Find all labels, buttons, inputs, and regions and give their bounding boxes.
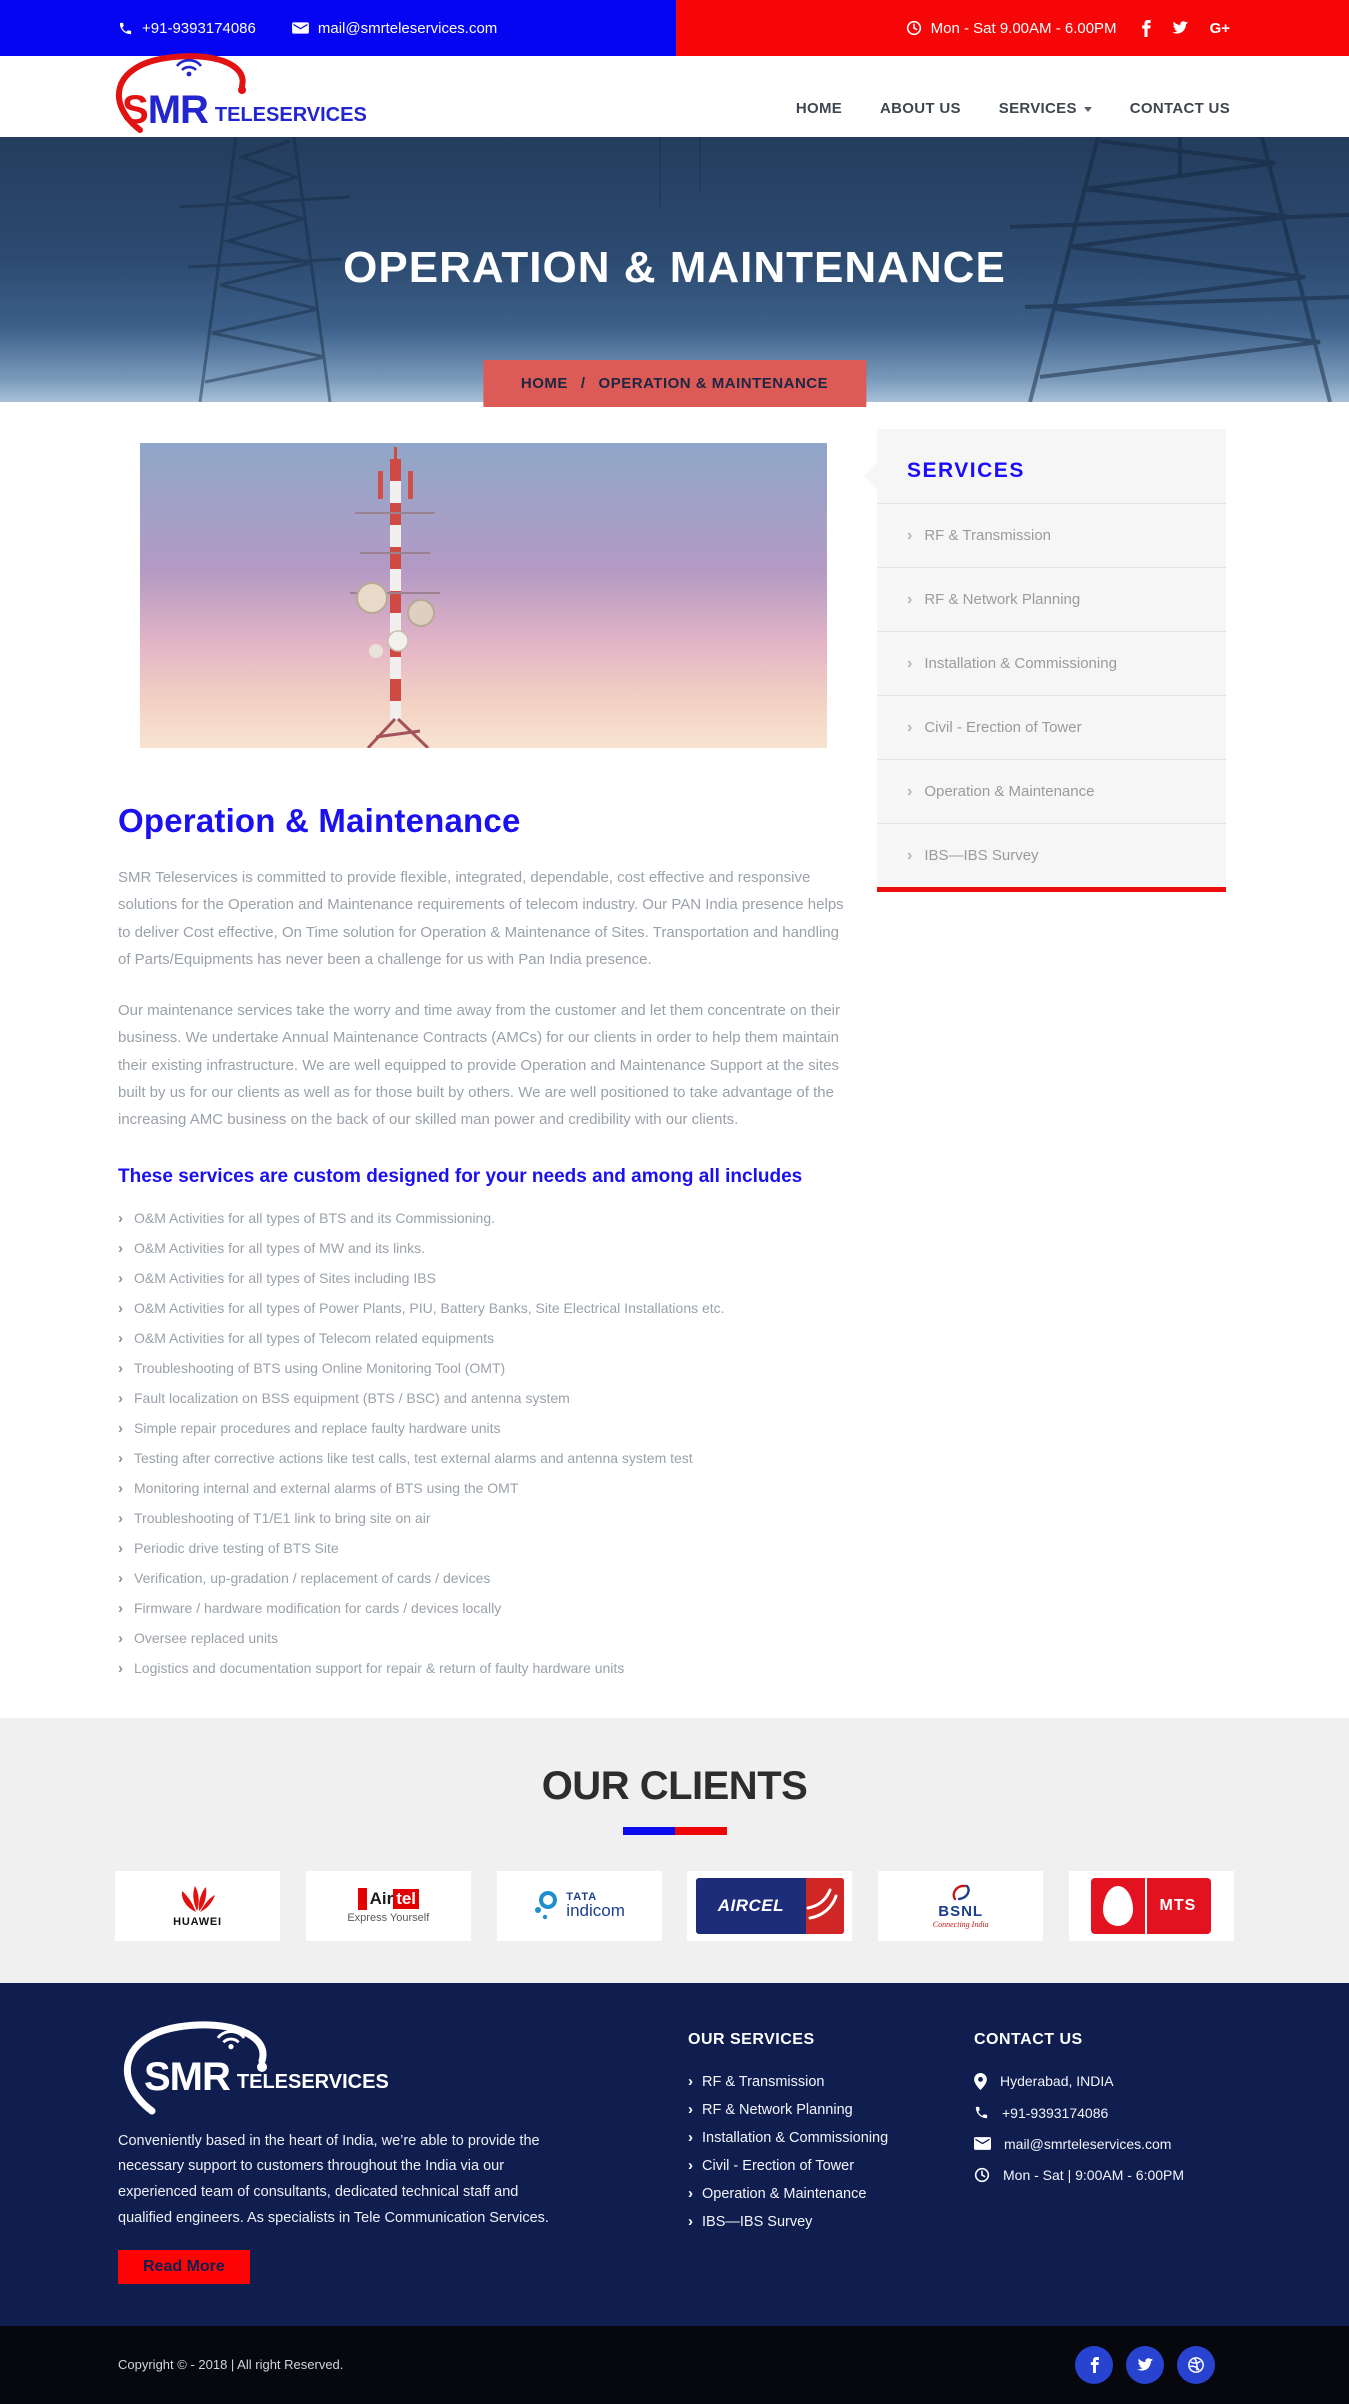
sidebar-item-label: Installation & Commissioning (924, 655, 1117, 672)
logo-letters-mr: MR (147, 87, 208, 132)
huawei-petals-icon (179, 1884, 217, 1914)
nav-contact-us[interactable] (1130, 100, 1230, 117)
chevron-right-icon: › (688, 2072, 693, 2090)
chevron-right-icon: › (907, 654, 913, 672)
chevron-right-icon: › (118, 1660, 123, 1678)
list-item-text: O&M Activities for all types of BTS and its Commissioning. (134, 1210, 496, 1227)
envelope-icon (974, 2137, 991, 2150)
footer-services-column (688, 2019, 940, 2284)
client-logo-aircel (687, 1871, 852, 1941)
list-item-text: O&M Activities for all types of MW and its links. (134, 1240, 425, 1257)
footer-contact-heading: CONTACT US (974, 2030, 1083, 2048)
indicom-text: indicom (566, 1900, 625, 1920)
client-logo-mts (1069, 1871, 1234, 1941)
chevron-right-icon: › (118, 1270, 123, 1288)
content-subheading: These services are custom designed for your needs and among all includes (118, 1165, 803, 1187)
footer-hours-text: Mon - Sat | 9:00AM - 6:00PM (1003, 2166, 1185, 2183)
footer-about-column (118, 2019, 558, 2284)
airtel-tel-text: tel (393, 1889, 419, 1909)
footer-contact-column (974, 2019, 1230, 2284)
airtel-tagline: Express Yourself (347, 1911, 430, 1924)
logo[interactable] (108, 66, 367, 132)
list-item-text: Periodic drive testing of BTS Site (134, 1540, 339, 1557)
topbar-email[interactable] (292, 20, 497, 37)
footer-logo[interactable] (118, 2019, 558, 2121)
footer-about-text: Conveniently based in the heart of India, we’re able to provide the necessary support to customers throughout the India via our experienced team of consultants, dedicated technical staff and qualified engineers. As specialists in Tele Communication Services. (118, 2132, 549, 2227)
main-nav (796, 100, 1230, 117)
logo-letter-s: S (122, 87, 148, 132)
list-item-text: Monitoring internal and external alarms of BTS using the OMT (134, 1480, 519, 1497)
chevron-right-icon: › (688, 2156, 693, 2174)
bsnl-swirl-icon (949, 1883, 973, 1903)
envelope-icon (292, 21, 309, 35)
chevron-right-icon: › (907, 590, 913, 608)
footer-logo-suffix: TELESERVICES (236, 2070, 389, 2093)
topbar-social (1141, 20, 1230, 37)
bottom-bar (0, 2326, 1349, 2404)
client-logo-airtel (306, 1871, 471, 1941)
tata-text: TATA (566, 1890, 598, 1903)
underline-blue (623, 1827, 675, 1835)
breadcrumb-separator: / (580, 375, 586, 392)
sidebar-item-ibs-survey[interactable] (877, 823, 1226, 887)
airtel-air-text: Air (369, 1888, 394, 1908)
chevron-right-icon: › (907, 782, 913, 800)
chevron-right-icon: › (118, 1300, 123, 1318)
breadcrumb-current: OPERATION & MAINTENANCE (598, 375, 829, 392)
chevron-right-icon: › (907, 526, 913, 544)
sidebar-item-rf-transmission[interactable] (877, 503, 1226, 567)
page-title: OPERATION & MAINTENANCE (343, 242, 1006, 292)
chevron-right-icon: › (118, 1600, 123, 1618)
list-item-text: Troubleshooting of BTS using Online Monitoring Tool (OMT) (134, 1360, 506, 1377)
footer-address-text: Hyderabad, INDIA (1000, 2073, 1114, 2090)
list-item-text: O&M Activities for all types of Sites including IBS (134, 1270, 436, 1287)
list-item-text: Fault localization on BSS equipment (BTS / BSC) and antenna system (134, 1390, 570, 1407)
content-heading: Operation & Maintenance (118, 802, 521, 839)
chevron-right-icon: › (907, 846, 913, 864)
list-item (118, 1624, 845, 1654)
sidebar-item-installation-commissioning[interactable] (877, 631, 1226, 695)
list-item (118, 1594, 845, 1624)
tata-wordmark (566, 1891, 625, 1921)
nav-services-label: SERVICES (998, 100, 1077, 117)
nav-home-label: HOME (795, 100, 843, 117)
chevron-right-icon: › (118, 1480, 123, 1498)
map-pin-icon (974, 2073, 987, 2090)
topbar-right (676, 0, 1349, 56)
client-logo-huawei (115, 1871, 280, 1941)
phone-icon (974, 2105, 989, 2120)
dribbble-icon[interactable] (1177, 2346, 1215, 2384)
service-activities-list (118, 1204, 845, 1684)
list-item (118, 1384, 845, 1414)
tata-dots-icon (533, 1890, 559, 1922)
footer-service-rf-transmission[interactable] (688, 2073, 940, 2090)
footer-service-label: Civil - Erection of Tower (702, 2157, 855, 2174)
content-area (0, 402, 1349, 1718)
footer-service-label: IBS—IBS Survey (702, 2213, 813, 2230)
facebook-icon[interactable] (1141, 20, 1151, 37)
sidebar-item-label: Civil - Erection of Tower (924, 719, 1082, 736)
footer-contact-address (974, 2073, 1230, 2090)
breadcrumb (483, 360, 866, 407)
twitter-icon[interactable] (1172, 21, 1189, 35)
services-sidebar (877, 429, 1226, 892)
google-plus-icon[interactable]: G+ (1209, 19, 1230, 37)
footer-service-installation[interactable] (688, 2129, 940, 2146)
footer-service-operation-maintenance[interactable] (688, 2185, 940, 2202)
mts-wordmark: MTS (1159, 1896, 1197, 1914)
airtel-red-bar (358, 1888, 367, 1910)
list-item (118, 1444, 845, 1474)
chevron-right-icon: › (907, 718, 913, 736)
list-item (118, 1654, 845, 1684)
footer-contact-email[interactable] (974, 2136, 1230, 2152)
clients-title-underline (623, 1827, 727, 1835)
client-logo-bsnl (878, 1871, 1043, 1941)
airtel-wordmark (358, 1888, 419, 1910)
twitter-icon[interactable] (1126, 2346, 1164, 2384)
clients-section (0, 1718, 1349, 1983)
hero-banner (0, 137, 1349, 402)
topbar-contact (0, 0, 676, 56)
clock-icon (906, 20, 922, 36)
facebook-icon[interactable] (1075, 2346, 1113, 2384)
working-hours-text: Mon - Sat 9.00AM - 6.00PM (930, 19, 1117, 37)
list-item (118, 1234, 845, 1264)
client-logos-row (115, 1871, 1234, 1941)
site-header (0, 56, 1349, 137)
aircel-swoosh-icon (806, 1878, 844, 1934)
chevron-right-icon: › (118, 1420, 123, 1438)
list-item (118, 1474, 845, 1504)
mts-logo-box (1091, 1878, 1211, 1934)
bsnl-tagline: Connecting India (932, 1919, 989, 1929)
sidebar-item-label: Operation & Maintenance (924, 783, 1095, 800)
clock-icon (974, 2167, 990, 2183)
topbar-email-text: mail@smrteleservices.com (317, 19, 498, 37)
logo-suffix: TELESERVICES (214, 103, 367, 126)
topbar-phone[interactable] (118, 20, 256, 37)
footer-service-civil-erection[interactable] (688, 2157, 940, 2174)
clients-title: OUR CLIENTS (541, 1763, 808, 1808)
paragraph-2: Our maintenance services take the worry and time away from the customer and let them concentrate on their business. We undertake Annual Maintenance Contracts (AMCs) for our clients in order to help them maintain their existing infrastructure. We are well equipped to provide Operation and Maintenance Support at the sites built by us for our clients as well as for those built by others. We are well positioned to take advantage of the increasing AMC business on the back of our skilled man power and credibility with our clients. (118, 1002, 841, 1129)
nav-contact-label: CONTACT US (1129, 100, 1230, 117)
footer-service-rf-network-planning[interactable] (688, 2101, 940, 2118)
sidebar-notch (864, 463, 877, 489)
chevron-right-icon: › (118, 1240, 123, 1258)
footer-service-label: Installation & Commissioning (702, 2129, 889, 2146)
list-item-text: Firmware / hardware modification for cards / devices locally (134, 1600, 502, 1617)
paragraph-1: SMR Teleservices is committed to provide flexible, integrated, dependable, cost effective and responsive solutions for the Operation and Maintenance requirements of telecom industry. Our PAN India presence helps to deliver Cost effective, On Time solution for Operation & Maintenance of Sites. Transportation and handling of Parts/Equipments has never been a challenge for us with Pan India presence. (118, 869, 844, 968)
footer-social (1075, 2346, 1215, 2384)
list-item (118, 1504, 845, 1534)
footer-service-label: Operation & Maintenance (702, 2185, 867, 2202)
list-item-text: Troubleshooting of T1/E1 link to bring site on air (134, 1510, 431, 1527)
list-item (118, 1534, 845, 1564)
list-item (118, 1564, 845, 1594)
list-item-text: Oversee replaced units (134, 1630, 278, 1647)
list-item-text: Logistics and documentation support for repair & return of faulty hardware units (134, 1660, 625, 1677)
nav-about-label: ABOUT US (880, 100, 961, 117)
read-more-button[interactable]: Read More (118, 2250, 250, 2284)
breadcrumb-home-link[interactable]: HOME (520, 375, 568, 392)
chevron-right-icon: › (688, 2184, 693, 2202)
chevron-right-icon: › (688, 2128, 693, 2146)
chevron-right-icon: › (118, 1210, 123, 1228)
chevron-down-icon (1084, 107, 1092, 112)
main-column (118, 402, 845, 1684)
footer-contact-phone[interactable] (974, 2105, 1230, 2121)
chevron-right-icon: › (118, 1450, 123, 1468)
sidebar-item-label: RF & Network Planning (924, 591, 1081, 608)
chevron-right-icon: › (118, 1540, 123, 1558)
sidebar-item-label: RF & Transmission (924, 527, 1052, 544)
phone-icon (118, 21, 133, 36)
list-item-text: Simple repair procedures and replace faulty hardware units (134, 1420, 501, 1437)
list-item (118, 1414, 845, 1444)
list-item (118, 1294, 845, 1324)
list-item-text: O&M Activities for all types of Telecom related equipments (134, 1330, 495, 1347)
footer-services-list (688, 2073, 940, 2230)
footer-wifi-icon (214, 2027, 248, 2051)
nav-about-us[interactable] (880, 100, 961, 117)
list-item (118, 1264, 845, 1294)
chevron-right-icon: › (118, 1360, 123, 1378)
footer-email-text: mail@smrteleservices.com (1004, 2135, 1172, 2152)
list-item-text: O&M Activities for all types of Power Plants, PIU, Battery Banks, Site Electrical Installations etc. (134, 1300, 725, 1317)
chevron-right-icon: › (118, 1630, 123, 1648)
footer-service-ibs-survey[interactable] (688, 2213, 940, 2230)
sidebar-item-operation-maintenance[interactable] (877, 759, 1226, 823)
chevron-right-icon: › (118, 1390, 123, 1408)
underline-red (675, 1827, 727, 1835)
footer-service-label: RF & Network Planning (702, 2101, 853, 2118)
footer-phone-text: +91-9393174086 (1002, 2104, 1109, 2121)
sidebar-item-label: IBS—IBS Survey (924, 847, 1039, 864)
tower-photo (140, 443, 827, 748)
nav-services[interactable] (999, 100, 1092, 117)
chevron-right-icon: › (118, 1570, 123, 1588)
client-logo-tata-indicom (497, 1871, 662, 1941)
mts-egg-icon (1103, 1886, 1133, 1926)
copyright-text: Copyright © - 2018 | All right Reserved. (118, 2357, 344, 2373)
bsnl-wordmark: BSNL (938, 1902, 984, 1920)
wifi-icon (174, 56, 204, 78)
huawei-wordmark: HUAWEI (173, 1915, 222, 1928)
working-hours (906, 20, 1117, 37)
footer-logo-text: SMR (144, 2054, 230, 2099)
site-footer (0, 1983, 1349, 2326)
list-item (118, 1204, 845, 1234)
chevron-right-icon: › (688, 2100, 693, 2118)
list-item (118, 1354, 845, 1384)
nav-home[interactable] (796, 100, 842, 117)
sidebar-item-rf-network-planning[interactable] (877, 567, 1226, 631)
list-item-text: Verification, up-gradation / replacement of cards / devices (134, 1570, 491, 1587)
chevron-right-icon: › (118, 1330, 123, 1348)
chevron-right-icon: › (688, 2212, 693, 2230)
list-item (118, 1324, 845, 1354)
mts-divider (1145, 1878, 1147, 1934)
sidebar-item-civil-erection[interactable] (877, 695, 1226, 759)
topbar (0, 0, 1349, 56)
footer-contact-list (974, 2073, 1230, 2183)
footer-service-label: RF & Transmission (702, 2073, 825, 2090)
aircel-wordmark: AIRCEL (717, 1895, 785, 1915)
sidebar-list (877, 503, 1226, 887)
chevron-right-icon: › (118, 1510, 123, 1528)
sidebar-title: SERVICES (907, 459, 1025, 482)
list-item-text: Testing after corrective actions like test calls, test external alarms and antenna system test (134, 1450, 693, 1467)
footer-contact-hours (974, 2167, 1230, 2183)
topbar-phone-text: +91-9393174086 (142, 19, 256, 37)
footer-services-heading: OUR SERVICES (688, 2030, 815, 2048)
